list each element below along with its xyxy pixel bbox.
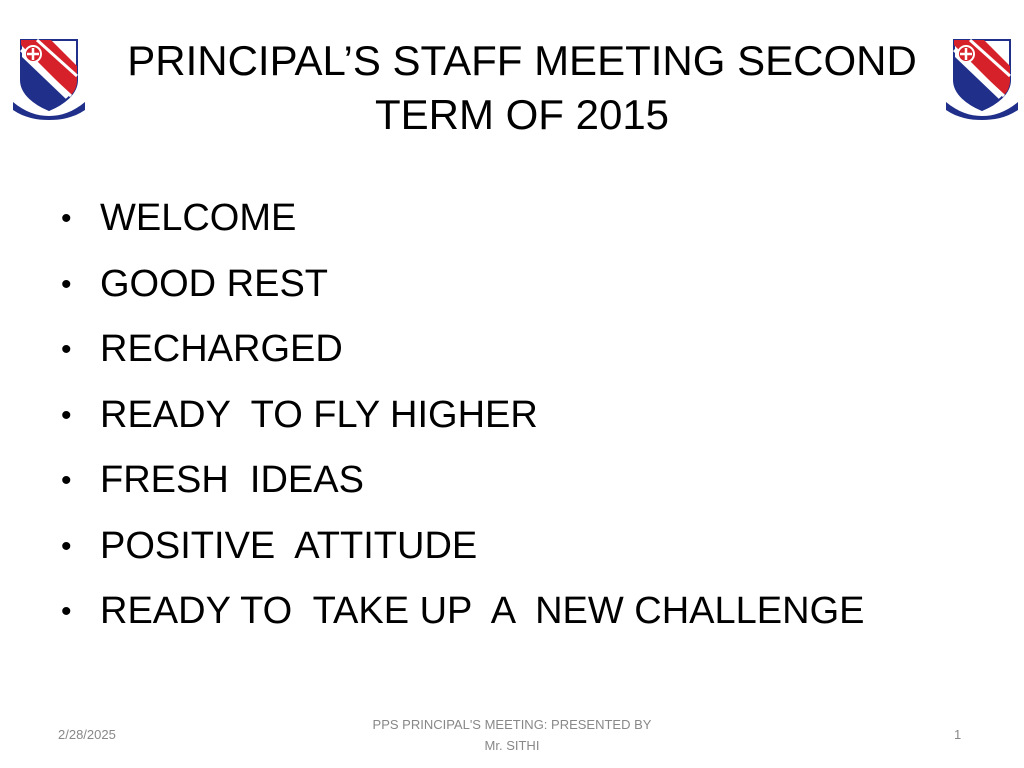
slide-title bbox=[110, 34, 934, 142]
bullet-item bbox=[58, 579, 865, 645]
bullet-text: READY TO FLY HIGHER bbox=[100, 393, 538, 436]
bullet-icon: • bbox=[61, 267, 72, 301]
bullet-text: READY TO TAKE UP A NEW CHALLENGE bbox=[100, 590, 865, 632]
footer-date: 2/28/2025 bbox=[58, 727, 116, 742]
bullet-text: FRESH IDEAS bbox=[100, 459, 364, 501]
bullet-text: RECHARGED bbox=[100, 328, 343, 370]
school-crest-icon bbox=[11, 36, 87, 120]
bullet-icon: • bbox=[61, 529, 72, 563]
footer-presenter bbox=[340, 714, 684, 756]
bullet-icon: • bbox=[61, 595, 72, 628]
bullet-item bbox=[58, 317, 865, 383]
bullet-item bbox=[58, 252, 865, 318]
bullet-item bbox=[58, 186, 865, 252]
slide-title-line: PRINCIPAL’S STAFF MEETING SECOND bbox=[127, 37, 917, 84]
bullet-item bbox=[58, 448, 865, 514]
bullet-text: GOOD REST bbox=[100, 262, 329, 305]
school-crest-icon bbox=[944, 36, 1020, 120]
bullet-text: WELCOME bbox=[100, 197, 297, 239]
slide-title-line: TERM OF 2015 bbox=[374, 91, 670, 138]
page-number: 1 bbox=[954, 727, 962, 742]
bullet-icon: • bbox=[61, 333, 72, 366]
footer-presenter-line: Mr. SITHI bbox=[484, 738, 540, 753]
bullet-list bbox=[58, 186, 865, 645]
bullet-item bbox=[58, 514, 865, 580]
bullet-icon: • bbox=[61, 398, 72, 432]
bullet-item bbox=[58, 383, 865, 449]
bullet-icon: • bbox=[61, 202, 72, 235]
bullet-text: POSITIVE ATTITUDE bbox=[100, 524, 478, 567]
bullet-icon: • bbox=[61, 464, 72, 497]
footer-presenter-line: PPS PRINCIPAL'S MEETING: PRESENTED BY bbox=[372, 717, 652, 732]
